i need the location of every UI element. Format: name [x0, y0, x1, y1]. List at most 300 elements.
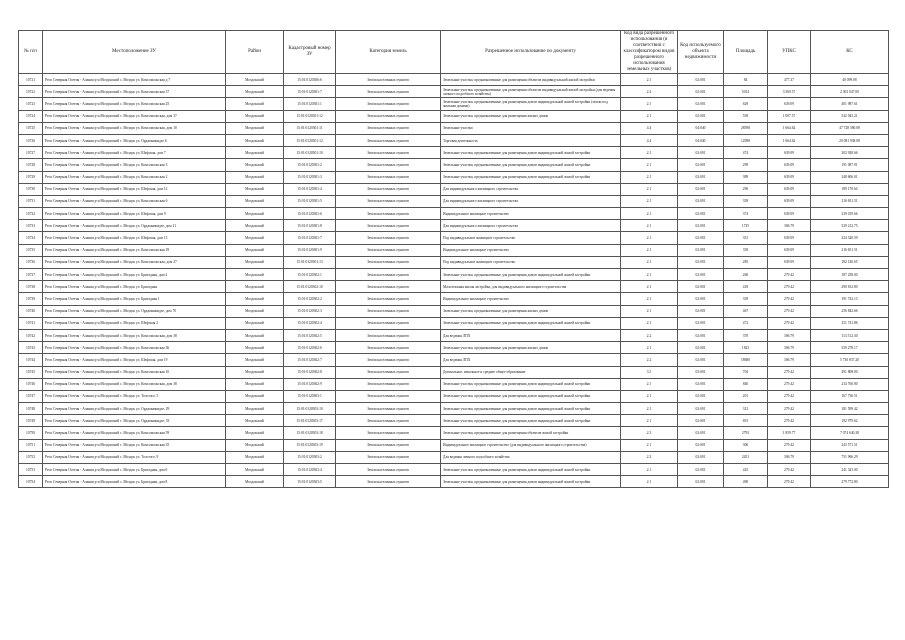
cell-permitted-use: Малоэтажная жилая застройка, для индивидуального жилищного строительства [441, 281, 621, 293]
cell-cadastral-number: 15:01:0120302:7 [284, 354, 336, 366]
cell-cadastral-number: 15:01:0120301:6 [284, 208, 336, 220]
cell-upks: 639.09 [768, 244, 811, 256]
cell-use-code: 3.5 [621, 366, 678, 378]
cell-use-code: 2.1 [621, 74, 678, 86]
cell-ks: 189 170.64 [811, 183, 889, 195]
table-row [19, 451, 889, 463]
cell-land-category: Земли населенных пунктов [336, 110, 441, 122]
cell-ks: 302 928.66 [811, 147, 889, 159]
cell-object-code: 02:001 [678, 342, 724, 354]
header-cell: № п/п [19, 31, 43, 74]
cell-object-code: 03:001 [678, 366, 724, 378]
cell-upks: 279.42 [768, 415, 811, 427]
cell-cadastral-number: 15:01:0120301:12 [284, 110, 336, 122]
cell-land-category: Земли населенных пунктов [336, 342, 441, 354]
cell-land-category: Земли населенных пунктов [336, 159, 441, 171]
cell-district: Моздокский [226, 378, 284, 390]
cell-ks: 256 842.66 [811, 305, 889, 317]
cell-cadastral-number: 15:01:0120301:8 [284, 220, 336, 232]
cell-row-number: 10722 [19, 86, 43, 98]
cell-land-category: Земли населенных пунктов [336, 147, 441, 159]
table-row [19, 342, 889, 354]
cell-permitted-use: Земельные участки, предназначенные для размещения домов индивидуальной жилой застройки [441, 403, 621, 415]
cell-cadastral-number: 15:01:0120302:6 [284, 342, 336, 354]
cell-location: Респ Северная Осетия - Алания р-н Моздокский с. Моздок ул. Толстого, 5 [43, 390, 226, 402]
cell-use-code: 2.1 [621, 195, 678, 207]
cell-row-number: 10737 [19, 269, 43, 281]
cell-upks: 639.09 [768, 256, 811, 268]
cell-cadastral-number: 15:01:0120302:4 [284, 317, 336, 329]
cell-ks: 2 302 047.00 [811, 86, 889, 98]
cell-district: Моздокский [226, 98, 284, 110]
table-row [19, 195, 889, 207]
cell-land-category: Земли населенных пунктов [336, 439, 441, 451]
cell-permitted-use: Индивидуальное жилищное строительство [441, 208, 621, 220]
cell-row-number: 10741 [19, 317, 43, 329]
cell-use-code: 2.1 [621, 269, 678, 281]
table-row [19, 305, 889, 317]
cell-land-category: Земли населенных пунктов [336, 195, 441, 207]
table-row [19, 256, 889, 268]
cell-cadastral-number: 15:01:0120303:2 [284, 451, 336, 463]
cell-object-code: 02:001 [678, 439, 724, 451]
cell-upks: 279.42 [768, 366, 811, 378]
table-row [19, 232, 889, 244]
table-row [19, 159, 889, 171]
cell-upks: 3 569.57 [768, 86, 811, 98]
cell-district: Моздокский [226, 439, 284, 451]
cell-location: Респ Северная Осетия - Алания р-н Моздокский с. Моздок ул. Комсомольская 25 [43, 98, 226, 110]
cell-permitted-use: Земельные участки, предназначенные для размещения домов индивидуальной жилой застройки [441, 415, 621, 427]
cell-permitted-use: Для ведения ЛПХ [441, 354, 621, 366]
cell-location: Респ Северная Осетия - Алания р-н Моздокский с. Моздок ул. Орджоникидзе, дом 70 [43, 305, 226, 317]
cell-ks: 248 606.01 [811, 171, 889, 183]
cell-location: Респ Северная Осетия - Алания р-н Моздокский с. Моздок ул. Толстого, 9 [43, 451, 226, 463]
cell-district: Моздокский [226, 159, 284, 171]
cell-land-category: Земли населенных пунктов [336, 305, 441, 317]
cell-use-code: 2.1 [621, 208, 678, 220]
cell-object-code: 02:001 [678, 464, 724, 476]
cell-ks: 181 599.42 [811, 403, 889, 415]
header-cell: КС [811, 31, 889, 74]
cell-row-number: 10738 [19, 281, 43, 293]
cell-ks: 5 730 837.20 [811, 354, 889, 366]
cell-location: Респ Северная Осетия - Алания р-н Моздокский с. Моздок ул. Комсомольская, дом 27 [43, 256, 226, 268]
cell-upks: 1 664.62 [768, 122, 811, 134]
cell-upks: 279.42 [768, 281, 811, 293]
cell-upks: 639.09 [768, 159, 811, 171]
cell-row-number: 10748 [19, 403, 43, 415]
header-cell: Код вида разрешенного использования (в соответствии с классификатором видов разрешенного использования земельных участков) [621, 31, 678, 74]
cell-upks: 279.42 [768, 269, 811, 281]
cell-use-code: 2.1 [621, 305, 678, 317]
cell-location: Респ Северная Осетия - Алания р-н Моздокский с. Моздок ул. Комсомольская 3 [43, 159, 226, 171]
cell-permitted-use: Земельные участки, предназначенные для размещения домов индивидуальной жилой застройки (земли под жилыми домами) [441, 98, 621, 110]
cell-permitted-use: Для ведения личного подсобного хозяйства [441, 451, 621, 463]
cell-location: Респ Северная Осетия - Алания р-н Моздокский с. Моздок ул. Комсомольская 35 [43, 439, 226, 451]
cell-location: Респ Северная Осетия - Алания р-н Моздокский с. Моздок ул. Комсомольская, дом 38 [43, 378, 226, 390]
cell-cadastral-number: 15:01:0120303:19 [284, 439, 336, 451]
cell-row-number: 10723 [19, 98, 43, 110]
cell-upks: 279.42 [768, 305, 811, 317]
cell-row-number: 10726 [19, 134, 43, 146]
table-row [19, 281, 889, 293]
cell-area: 18680 [724, 354, 768, 366]
cell-row-number: 10721 [19, 74, 43, 86]
cell-land-category: Земли населенных пунктов [336, 232, 441, 244]
table-row [19, 269, 889, 281]
cell-district: Моздокский [226, 342, 284, 354]
document-sheet [18, 30, 888, 488]
cell-district: Моздокский [226, 171, 284, 183]
cell-area: 312 [724, 403, 768, 415]
table-row [19, 354, 889, 366]
cell-cadastral-number: 15:01:0120301:7 [284, 232, 336, 244]
cell-row-number: 10751 [19, 439, 43, 451]
table-row [19, 244, 889, 256]
cell-district: Моздокский [226, 244, 284, 256]
cell-land-category: Земли населенных пунктов [336, 171, 441, 183]
cell-location: Респ Северная Осетия - Алания р-н Моздокский с. Моздок ул. Шефская, дом 7 [43, 147, 226, 159]
cell-permitted-use: Для ведения ЛПХ [441, 329, 621, 341]
cell-location: Респ Северная Осетия - Алания р-н Моздокский с. Моздок ул. Шефская, дом 15 [43, 232, 226, 244]
cell-cadastral-number: 15:01:0120301:9 [284, 244, 336, 256]
cell-use-code: 2.1 [621, 256, 678, 268]
cell-district: Моздокский [226, 74, 284, 86]
cell-location: Респ Северная Осетия - Алания р-н Моздокский с. Моздок ул. Комсомольская 59 [43, 427, 226, 439]
cell-area: 339 [724, 293, 768, 305]
cell-use-code: 2.1 [621, 220, 678, 232]
cell-land-category: Земли населенных пунктов [336, 74, 441, 86]
table-row [19, 86, 889, 98]
cell-area: 418 [724, 281, 768, 293]
cell-row-number: 10728 [19, 159, 43, 171]
table-row [19, 220, 889, 232]
cell-land-category: Земли населенных пунктов [336, 329, 441, 341]
cell-cadastral-number: 15:01:0120301:5 [284, 195, 336, 207]
cell-area: 370 [724, 329, 768, 341]
cell-row-number: 10742 [19, 329, 43, 341]
cell-use-code: 2.2 [621, 354, 678, 366]
cell-location: Респ Северная Осетия - Алания р-н Моздокский с. Моздок ул. Орджоникидзе, 33 [43, 415, 226, 427]
cell-upks: 1 664.62 [768, 134, 811, 146]
cell-upks: 639.09 [768, 171, 811, 183]
cell-land-category: Земли населенных пунктов [336, 183, 441, 195]
cell-row-number: 10730 [19, 183, 43, 195]
cell-ks: 113 512.30 [811, 329, 889, 341]
cell-object-code: 02:001 [678, 293, 724, 305]
cell-upks: 279.42 [768, 390, 811, 402]
table-row [19, 415, 889, 427]
cell-area: 296 [724, 183, 768, 195]
cell-object-code: 02:001 [678, 415, 724, 427]
cell-object-code: 02:001 [678, 147, 724, 159]
cell-upks: 279.42 [768, 317, 811, 329]
cell-cadastral-number: 15:01:0120301:2 [284, 159, 336, 171]
cell-use-code: 2.2 [621, 329, 678, 341]
cell-object-code: 04:040 [678, 134, 724, 146]
cell-area: 299 [724, 159, 768, 171]
cell-row-number: 10724 [19, 110, 43, 122]
cell-area: 12098 [724, 134, 768, 146]
cell-use-code: 2.1 [621, 415, 678, 427]
cell-land-category: Земли населенных пунктов [336, 220, 441, 232]
cell-upks: 306.79 [768, 329, 811, 341]
cell-upks: 639.09 [768, 147, 811, 159]
cell-ks: 20 081 938.08 [811, 134, 889, 146]
cell-use-code: 2.1 [621, 476, 678, 488]
header-cell: Площадь [724, 31, 768, 74]
cell-land-category: Земли населенных пунктов [336, 366, 441, 378]
cell-permitted-use: Земельные участки, предназначенные для размещения домов индивидуальной жилой застройки [441, 171, 621, 183]
cell-row-number: 10734 [19, 232, 43, 244]
cell-object-code: 02:001 [678, 208, 724, 220]
cell-upks: 639.09 [768, 98, 811, 110]
table-row [19, 366, 889, 378]
cell-district: Моздокский [226, 366, 284, 378]
table-row [19, 403, 889, 415]
cell-permitted-use: Земельные участки, предназначенные для размещения жилых домов [441, 305, 621, 317]
cell-use-code: 2.1 [621, 171, 678, 183]
cell-cadastral-number: 15:01:0120301:13 [284, 256, 336, 268]
cell-row-number: 10749 [19, 415, 43, 427]
cell-cadastral-number: 15:01:0120301:4 [284, 183, 336, 195]
cadastral-table [18, 30, 889, 488]
header-cell: УПКС [768, 31, 811, 74]
cell-object-code: 02:001 [678, 256, 724, 268]
cell-location: Респ Северная Осетия - Алания р-н Моздокский с. Моздок ул. Бригадная [43, 281, 226, 293]
cell-land-category: Земли населенных пунктов [336, 86, 441, 98]
cell-permitted-use: Земельные участки, предназначенные для размещения домов индивидуальной жилой застройки [441, 390, 621, 402]
cell-location: Респ Северная Осетия - Алания р-н Моздокский с. Моздок ул. Орджоникидзе, 29 [43, 403, 226, 415]
cell-use-code: 2.1 [621, 244, 678, 256]
cell-permitted-use: Индивидуальное жилищное строительство [441, 293, 621, 305]
cell-upks: 279.42 [768, 378, 811, 390]
table-row [19, 171, 889, 183]
cell-cadastral-number: 15:01:0120301:7 [284, 86, 336, 98]
cell-row-number: 10750 [19, 427, 43, 439]
cell-object-code: 02:001 [678, 305, 724, 317]
header-cell: Район [226, 31, 284, 74]
cell-permitted-use: Земельные участки, предназначенные для размещения домов индивидуальной жилой застройки [441, 159, 621, 171]
cell-use-code: 4.4 [621, 122, 678, 134]
cell-ks: 47 728 580.08 [811, 122, 889, 134]
cell-area: 425 [724, 464, 768, 476]
cell-district: Моздокский [226, 415, 284, 427]
cell-district: Моздокский [226, 329, 284, 341]
cell-permitted-use: Для индивидуального жилищного строительства [441, 183, 621, 195]
cell-object-code: 02:001 [678, 244, 724, 256]
cell-location: Респ Северная Осетия - Алания р-н Моздокский с. Моздок ул. Комсомольская 29 [43, 244, 226, 256]
cell-permitted-use: Торговая деятельность [441, 134, 621, 146]
cell-permitted-use: Дошкольное, начальное и среднее общее образование [441, 366, 621, 378]
table-row [19, 317, 889, 329]
cell-permitted-use: Земельные участки [441, 122, 621, 134]
cell-object-code: 04:040 [678, 122, 724, 134]
cell-ks: 191 087.91 [811, 159, 889, 171]
cell-cadastral-number: 15:01:0120301:3 [284, 171, 336, 183]
table-row [19, 147, 889, 159]
table-row [19, 134, 889, 146]
cell-location: Респ Северная Осетия - Алания р-н Моздокский с. Моздок ул. Орджоникидзе 6 [43, 134, 226, 146]
cell-area: 2451 [724, 451, 768, 463]
cell-row-number: 10736 [19, 256, 43, 268]
cell-cadastral-number: 15:01:0120303:1 [284, 390, 336, 402]
cell-permitted-use: Земельные участки, предназначенные для размещения домов индивидуальной жилой застройки [441, 464, 621, 476]
table-row [19, 122, 889, 134]
cell-use-code: 4.4 [621, 134, 678, 146]
cell-cadastral-number: 15:01:0120302:9 [284, 378, 336, 390]
cell-row-number: 10754 [19, 476, 43, 488]
cell-permitted-use: Под индивидуальное жилищное строительство [441, 256, 621, 268]
cell-land-category: Земли населенных пунктов [336, 427, 441, 439]
cell-land-category: Земли населенных пунктов [336, 98, 441, 110]
cell-upks: 279.42 [768, 293, 811, 305]
cell-land-category: Земли населенных пунктов [336, 403, 441, 415]
cell-object-code: 02:001 [678, 378, 724, 390]
cell-area: 1823 [724, 342, 768, 354]
cell-district: Моздокский [226, 451, 284, 463]
cell-use-code: 2.1 [621, 110, 678, 122]
cell-district: Моздокский [226, 86, 284, 98]
cell-row-number: 10735 [19, 244, 43, 256]
cell-use-code: 2.3 [621, 427, 678, 439]
cell-location: Респ Северная Осетия - Алания р-н Моздокский с. Моздок ул. Шефская, дом 12 [43, 183, 226, 195]
cell-area: 474 [724, 147, 768, 159]
table-row [19, 110, 889, 122]
cell-area: 84 [724, 74, 768, 86]
cell-use-code: 2.1 [621, 403, 678, 415]
table-row [19, 329, 889, 341]
cell-permitted-use: Для индивидуального жилищного строительства [441, 195, 621, 207]
cell-row-number: 10747 [19, 390, 43, 402]
cell-district: Моздокский [226, 476, 284, 488]
cell-location: Респ Северная Осетия - Алания р-н Моздокский с. Моздок ул. Шефская, дом 9 [43, 208, 226, 220]
cell-location: Респ Северная Осетия - Алания р-н Моздокский с. Моздок ул. Комсомольская д 7 [43, 74, 226, 86]
cell-land-category: Земли населенных пунктов [336, 256, 441, 268]
cell-object-code: 02:001 [678, 195, 724, 207]
cell-cadastral-number: 15:01:0120302:3 [284, 305, 336, 317]
cell-cadastral-number: 15:01:0120301:12 [284, 134, 336, 146]
cell-area: 704 [724, 366, 768, 378]
cell-object-code: 02:001 [678, 220, 724, 232]
cell-row-number: 10729 [19, 171, 43, 183]
cell-row-number: 10739 [19, 293, 43, 305]
cell-permitted-use: Под индивидуальное жилищное строительство [441, 232, 621, 244]
cell-area: 351 [724, 232, 768, 244]
cell-cadastral-number: 15:01:0120302:10 [284, 281, 336, 293]
cell-land-category: Земли населенных пунктов [336, 415, 441, 427]
cell-ks: 241 341.00 [811, 464, 889, 476]
header-cell: Код используемого объекта недвижимости [678, 31, 724, 74]
cell-location: Респ Северная Осетия - Алания р-н Моздокский с. Моздок ул. Комсомольская 6 [43, 195, 226, 207]
cell-district: Моздокский [226, 464, 284, 476]
cell-permitted-use: Земельные участки, предназначенные для размещения жилых домов [441, 110, 621, 122]
cell-object-code: 02:001 [678, 110, 724, 122]
cell-location: Респ Северная Осетия - Алания р-н Моздокский с. Моздок ул. Шефская 2 [43, 317, 226, 329]
cell-ks: 192 979.62 [811, 415, 889, 427]
cell-upks: 279.42 [768, 403, 811, 415]
cell-cadastral-number: 15:01:0120303:18 [284, 427, 336, 439]
cell-area: 691 [724, 415, 768, 427]
cell-land-category: Земли населенных пунктов [336, 390, 441, 402]
cell-upks: 306.79 [768, 451, 811, 463]
cell-district: Моздокский [226, 232, 284, 244]
cell-district: Моздокский [226, 305, 284, 317]
cell-ks: 279 772.80 [811, 476, 889, 488]
cell-upks: 639.09 [768, 195, 811, 207]
cell-location: Респ Северная Осетия - Алания р-н Моздокский с. Моздок ул. Комсомольская 10 [43, 366, 226, 378]
cell-use-code: 2.2 [621, 451, 678, 463]
cell-object-code: 02:001 [678, 74, 724, 86]
cell-row-number: 10727 [19, 147, 43, 159]
cell-row-number: 10743 [19, 342, 43, 354]
table-row [19, 427, 889, 439]
header-cell: Местоположение ЗУ [43, 31, 226, 74]
cell-location: Респ Северная Осетия - Алания р-н Моздокский с. Моздок ул. Орджоникидзе, дом 21 [43, 220, 226, 232]
cell-permitted-use: Земельные участки, предназначенные для размещения домов индивидуальной жилой застройки [441, 476, 621, 488]
cell-use-code: 2.1 [621, 232, 678, 244]
cell-area: 339 [724, 244, 768, 256]
cell-object-code: 02:001 [678, 329, 724, 341]
cell-row-number: 10753 [19, 464, 43, 476]
cell-cadastral-number: 15:01:0120302:1 [284, 269, 336, 281]
cell-area: 260 [724, 269, 768, 281]
cell-object-code: 02:001 [678, 451, 724, 463]
cell-area: 629 [724, 98, 768, 110]
cell-row-number: 10731 [19, 195, 43, 207]
cell-ks: 401 987.61 [811, 98, 889, 110]
cell-cadastral-number: 15:01:0120303:10 [284, 403, 336, 415]
cell-ks: 7 074 640.28 [811, 427, 889, 439]
cell-object-code: 02:001 [678, 183, 724, 195]
cell-permitted-use: Земельные участки, предназначенные для размещения домов индивидуальной жилой застройки [441, 378, 621, 390]
cell-use-code: 2.1 [621, 439, 678, 451]
cell-district: Моздокский [226, 256, 284, 268]
cell-upks: 279.42 [768, 476, 811, 488]
cell-area: 201 [724, 390, 768, 402]
cell-ks: 542 943.21 [811, 110, 889, 122]
cell-cadastral-number: 15:01:0120301:1 [284, 98, 336, 110]
cell-location: Респ Северная Осетия - Алания р-н Моздокский с. Моздок ул. Бригадная, дом 2 [43, 269, 226, 281]
cell-use-code: 2.1 [621, 378, 678, 390]
cell-district: Моздокский [226, 403, 284, 415]
cell-ks: 187 258.00 [811, 269, 889, 281]
table-row [19, 378, 889, 390]
cell-area: 472 [724, 317, 768, 329]
cell-permitted-use: Земельные участки, предназначенные для размещения домов индивидуальной жилой застройки [441, 269, 621, 281]
cell-upks: 306.79 [768, 354, 811, 366]
cell-area: 840 [724, 378, 768, 390]
cell-ks: 182 140.65 [811, 256, 889, 268]
cell-ks: 290 812.80 [811, 281, 889, 293]
cell-location: Респ Северная Осетия - Алания р-н Моздокский с. Моздок ул. Комсомольская, дом 10 [43, 122, 226, 134]
cell-cadastral-number: 15:01:0120301:11 [284, 122, 336, 134]
cell-ks: 529 212.75 [811, 220, 889, 232]
cell-area: 339 [724, 195, 768, 207]
cell-cadastral-number: 15:01:0120302:2 [284, 293, 336, 305]
cell-object-code: 02:001 [678, 281, 724, 293]
table-row [19, 464, 889, 476]
cell-cadastral-number: 15:01:0120303:17 [284, 415, 336, 427]
cell-use-code: 2.1 [621, 183, 678, 195]
table-row [19, 293, 889, 305]
cell-use-code: 2.1 [621, 464, 678, 476]
cell-upks: 1 859.77 [768, 427, 811, 439]
cell-location: Респ Северная Осетия - Алания р-н Моздокский с. Моздок ул. Комсомольская 36 [43, 342, 226, 354]
cell-use-code: 2.1 [621, 342, 678, 354]
table-row [19, 390, 889, 402]
